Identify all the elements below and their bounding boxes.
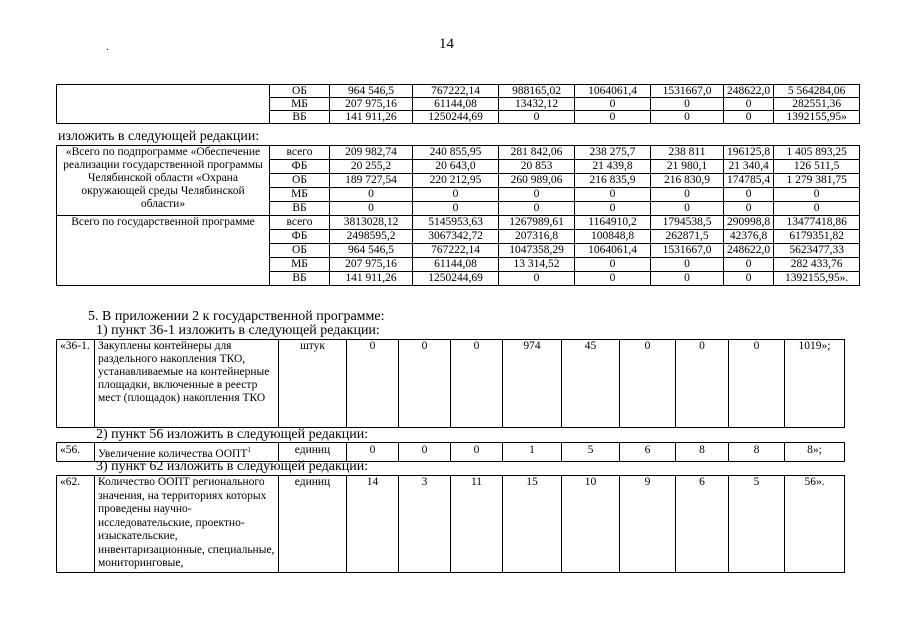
amount-cell: 248622,0 bbox=[724, 85, 774, 98]
amount-cell: 260 989,06 bbox=[499, 174, 575, 188]
indicator-value-cell: 0 bbox=[399, 340, 451, 428]
program-label-cell: Всего по государственной программе bbox=[57, 216, 270, 286]
indicator-value-cell: 0 bbox=[451, 340, 503, 428]
fund-source-cell: МБ bbox=[270, 188, 330, 202]
amount-cell: 1064061,4 bbox=[575, 85, 651, 98]
fund-source-cell: всего bbox=[270, 216, 330, 230]
amount-cell: 20 853 bbox=[499, 160, 575, 174]
indicator-value-cell: 9 bbox=[620, 476, 676, 573]
amount-cell: 0 bbox=[651, 258, 724, 272]
amount-cell: 21 439,8 bbox=[575, 160, 651, 174]
amount-cell: 5145953,63 bbox=[413, 216, 499, 230]
amount-cell: 0 bbox=[413, 202, 499, 216]
amount-cell: 20 643,0 bbox=[413, 160, 499, 174]
amount-cell: 0 bbox=[724, 188, 774, 202]
amount-cell: 3067342,72 bbox=[413, 230, 499, 244]
fund-source-cell: МБ bbox=[270, 258, 330, 272]
amount-cell: 13477418,86 bbox=[774, 216, 860, 230]
indicator-value-cell: 0 bbox=[729, 340, 785, 428]
funding-table-old-tail bbox=[56, 84, 860, 124]
empty-label-cell bbox=[57, 85, 270, 124]
amount-cell: 216 835,9 bbox=[575, 174, 651, 188]
indicator-value-cell: 45 bbox=[562, 340, 620, 428]
amount-cell: 1 279 381,75 bbox=[774, 174, 860, 188]
amount-cell: 238 275,7 bbox=[575, 146, 651, 160]
indicator-label-cell bbox=[95, 340, 279, 428]
amount-cell: 0 bbox=[651, 188, 724, 202]
amount-cell: 238 811 bbox=[651, 146, 724, 160]
amount-cell: 0 bbox=[413, 188, 499, 202]
amount-cell: 964 546,5 bbox=[330, 85, 413, 98]
amount-cell: 6179351,82 bbox=[774, 230, 860, 244]
amount-cell: 1 405 893,25 bbox=[774, 146, 860, 160]
amount-cell: 240 855,95 bbox=[413, 146, 499, 160]
amount-cell: 1531667,0 bbox=[651, 244, 724, 258]
item-62-instruction: 3) пункт 62 изложить в следующей редакции: bbox=[96, 459, 369, 474]
indicator-value-cell: 0 bbox=[676, 340, 729, 428]
amount-cell: 0 bbox=[499, 272, 575, 286]
item-56-instruction: 2) пункт 56 изложить в следующей редакции: bbox=[96, 427, 369, 442]
amount-cell: 0 bbox=[575, 111, 651, 124]
edit-instruction-1: изложить в следующей редакции: bbox=[58, 129, 260, 144]
amount-cell: 1392155,95». bbox=[774, 272, 860, 286]
indicator-label-text: Количество ООПТ регионального значения, на территориях которых проведены научно-исследовательские, проектно-изыскательские, инвентаризационные, специальные, мониторинговые, bbox=[98, 476, 275, 569]
amount-cell: 988165,02 bbox=[499, 85, 575, 98]
amount-cell: 20 255,2 bbox=[330, 160, 413, 174]
stray-dot: . bbox=[106, 42, 109, 53]
indicator-value-cell: 5 bbox=[562, 443, 620, 462]
indicator-value-cell: 1019»; bbox=[785, 340, 845, 428]
fund-source-cell: МБ bbox=[270, 98, 330, 111]
item-36-instruction: 1) пункт 36-1 изложить в следующей редакции: bbox=[96, 323, 380, 338]
program-label-cell: «Всего по подпрограмме «Обеспечение реализации государственной программы Челябинской области «Охрана окружающей среды Челябинской области» bbox=[57, 146, 270, 216]
amount-cell: 3813028,12 bbox=[330, 216, 413, 230]
indicator-value-cell: 10 bbox=[562, 476, 620, 573]
amount-cell: 0 bbox=[651, 202, 724, 216]
indicator-value-cell: 6 bbox=[676, 476, 729, 573]
item-number-cell: «36-1. bbox=[57, 340, 95, 428]
amount-cell: 196125,8 bbox=[724, 146, 774, 160]
fund-source-cell: ОБ bbox=[270, 174, 330, 188]
amount-cell: 0 bbox=[575, 202, 651, 216]
indicator-value-cell: 8 bbox=[676, 443, 729, 462]
amount-cell: 141 911,26 bbox=[330, 111, 413, 124]
indicator-label-cell bbox=[95, 476, 279, 573]
amount-cell: 220 212,95 bbox=[413, 174, 499, 188]
indicator-value-cell: 0 bbox=[347, 340, 399, 428]
amount-cell: 0 bbox=[724, 98, 774, 111]
amount-cell: 207316,8 bbox=[499, 230, 575, 244]
fund-source-cell: ВБ bbox=[270, 272, 330, 286]
fund-source-cell: всего bbox=[270, 146, 330, 160]
fund-source-cell: ФБ bbox=[270, 160, 330, 174]
fund-source-cell: ОБ bbox=[270, 85, 330, 98]
page-number: 14 bbox=[439, 36, 454, 52]
table-row bbox=[57, 216, 860, 230]
indicator-value-cell: 8 bbox=[729, 443, 785, 462]
amount-cell: 0 bbox=[724, 202, 774, 216]
item-number-cell: «56. bbox=[57, 443, 95, 462]
amount-cell: 61144,08 bbox=[413, 258, 499, 272]
amount-cell: 174785,4 bbox=[724, 174, 774, 188]
indicator-value-cell: 0 bbox=[399, 443, 451, 462]
amount-cell: 189 727,54 bbox=[330, 174, 413, 188]
footnote-marker: 1 bbox=[247, 446, 251, 454]
amount-cell: 0 bbox=[651, 111, 724, 124]
amount-cell: 1794538,5 bbox=[651, 216, 724, 230]
amount-cell: 0 bbox=[774, 188, 860, 202]
indicator-value-cell: 8»; bbox=[785, 443, 845, 462]
amount-cell: 0 bbox=[499, 188, 575, 202]
amount-cell: 216 830,9 bbox=[651, 174, 724, 188]
amount-cell: 1064061,4 bbox=[575, 244, 651, 258]
amount-cell: 1047358,29 bbox=[499, 244, 575, 258]
fund-source-cell: ВБ bbox=[270, 202, 330, 216]
amount-cell: 61144,08 bbox=[413, 98, 499, 111]
amount-cell: 100848,8 bbox=[575, 230, 651, 244]
amount-cell: 21 980,1 bbox=[651, 160, 724, 174]
indicator-value-cell: 15 bbox=[503, 476, 562, 573]
amount-cell: 141 911,26 bbox=[330, 272, 413, 286]
amount-cell: 964 546,5 bbox=[330, 244, 413, 258]
amount-cell: 0 bbox=[724, 111, 774, 124]
amount-cell: 1250244,69 bbox=[413, 111, 499, 124]
amount-cell: 282 433,76 bbox=[774, 258, 860, 272]
amount-cell: 207 975,16 bbox=[330, 98, 413, 111]
appendix-heading: 5. В приложении 2 к государственной программе: bbox=[88, 309, 385, 324]
amount-cell: 126 511,5 bbox=[774, 160, 860, 174]
indicator-value-cell: 56». bbox=[785, 476, 845, 573]
indicator-value-cell: 5 bbox=[729, 476, 785, 573]
fund-source-cell: ФБ bbox=[270, 230, 330, 244]
amount-cell: 1250244,69 bbox=[413, 272, 499, 286]
fund-source-cell: ВБ bbox=[270, 111, 330, 124]
amount-cell: 767222,14 bbox=[413, 244, 499, 258]
amount-cell: 2498595,2 bbox=[330, 230, 413, 244]
table-row bbox=[57, 476, 845, 573]
amount-cell: 282551,36 bbox=[774, 98, 860, 111]
amount-cell: 0 bbox=[330, 202, 413, 216]
amount-cell: 0 bbox=[774, 202, 860, 216]
amount-cell: 0 bbox=[499, 111, 575, 124]
funding-table-new bbox=[56, 145, 860, 286]
indicator-label-text: Закуплены контейнеры для раздельного накопления ТКО, устанавливаемые на контейнерные площадки, включенные в реестр мест (площадок) накопления ТКО bbox=[98, 340, 270, 404]
amount-cell: 0 bbox=[651, 272, 724, 286]
amount-cell: 248622,0 bbox=[724, 244, 774, 258]
table-row bbox=[57, 340, 845, 428]
indicator-value-cell: 14 bbox=[347, 476, 399, 573]
amount-cell: 5 564284,06 bbox=[774, 85, 860, 98]
unit-cell: единиц bbox=[279, 476, 347, 573]
indicator-value-cell: 0 bbox=[451, 443, 503, 462]
amount-cell: 281 842,06 bbox=[499, 146, 575, 160]
indicator-value-cell: 1 bbox=[503, 443, 562, 462]
item-number-cell: «62. bbox=[57, 476, 95, 573]
amount-cell: 262871,5 bbox=[651, 230, 724, 244]
table-row bbox=[57, 85, 860, 98]
amount-cell: 42376,8 bbox=[724, 230, 774, 244]
amount-cell: 0 bbox=[575, 272, 651, 286]
indicator-value-cell: 3 bbox=[399, 476, 451, 573]
indicator-table-62 bbox=[56, 475, 845, 573]
amount-cell: 0 bbox=[575, 98, 651, 111]
indicator-value-cell: 0 bbox=[347, 443, 399, 462]
amount-cell: 767222,14 bbox=[413, 85, 499, 98]
indicator-value-cell: 0 bbox=[620, 340, 676, 428]
amount-cell: 1267989,61 bbox=[499, 216, 575, 230]
indicator-value-cell: 11 bbox=[451, 476, 503, 573]
amount-cell: 0 bbox=[651, 98, 724, 111]
indicator-value-cell: 6 bbox=[620, 443, 676, 462]
amount-cell: 1531667,0 bbox=[651, 85, 724, 98]
amount-cell: 5623477,33 bbox=[774, 244, 860, 258]
unit-cell: штук bbox=[279, 340, 347, 428]
amount-cell: 1164910,2 bbox=[575, 216, 651, 230]
indicator-value-cell: 974 bbox=[503, 340, 562, 428]
amount-cell: 290998,8 bbox=[724, 216, 774, 230]
amount-cell: 0 bbox=[724, 272, 774, 286]
amount-cell: 0 bbox=[330, 188, 413, 202]
amount-cell: 21 340,4 bbox=[724, 160, 774, 174]
indicator-table-36 bbox=[56, 339, 845, 428]
amount-cell: 1392155,95» bbox=[774, 111, 860, 124]
fund-source-cell: ОБ bbox=[270, 244, 330, 258]
amount-cell: 13 314,52 bbox=[499, 258, 575, 272]
amount-cell: 209 982,74 bbox=[330, 146, 413, 160]
amount-cell: 0 bbox=[724, 258, 774, 272]
amount-cell: 0 bbox=[575, 258, 651, 272]
indicator-label-text: Увеличение количества ООПТ bbox=[98, 447, 248, 460]
table-row bbox=[57, 146, 860, 160]
amount-cell: 0 bbox=[575, 188, 651, 202]
amount-cell: 0 bbox=[499, 202, 575, 216]
unit-cell: единиц bbox=[279, 443, 347, 462]
amount-cell: 207 975,16 bbox=[330, 258, 413, 272]
amount-cell: 13432,12 bbox=[499, 98, 575, 111]
